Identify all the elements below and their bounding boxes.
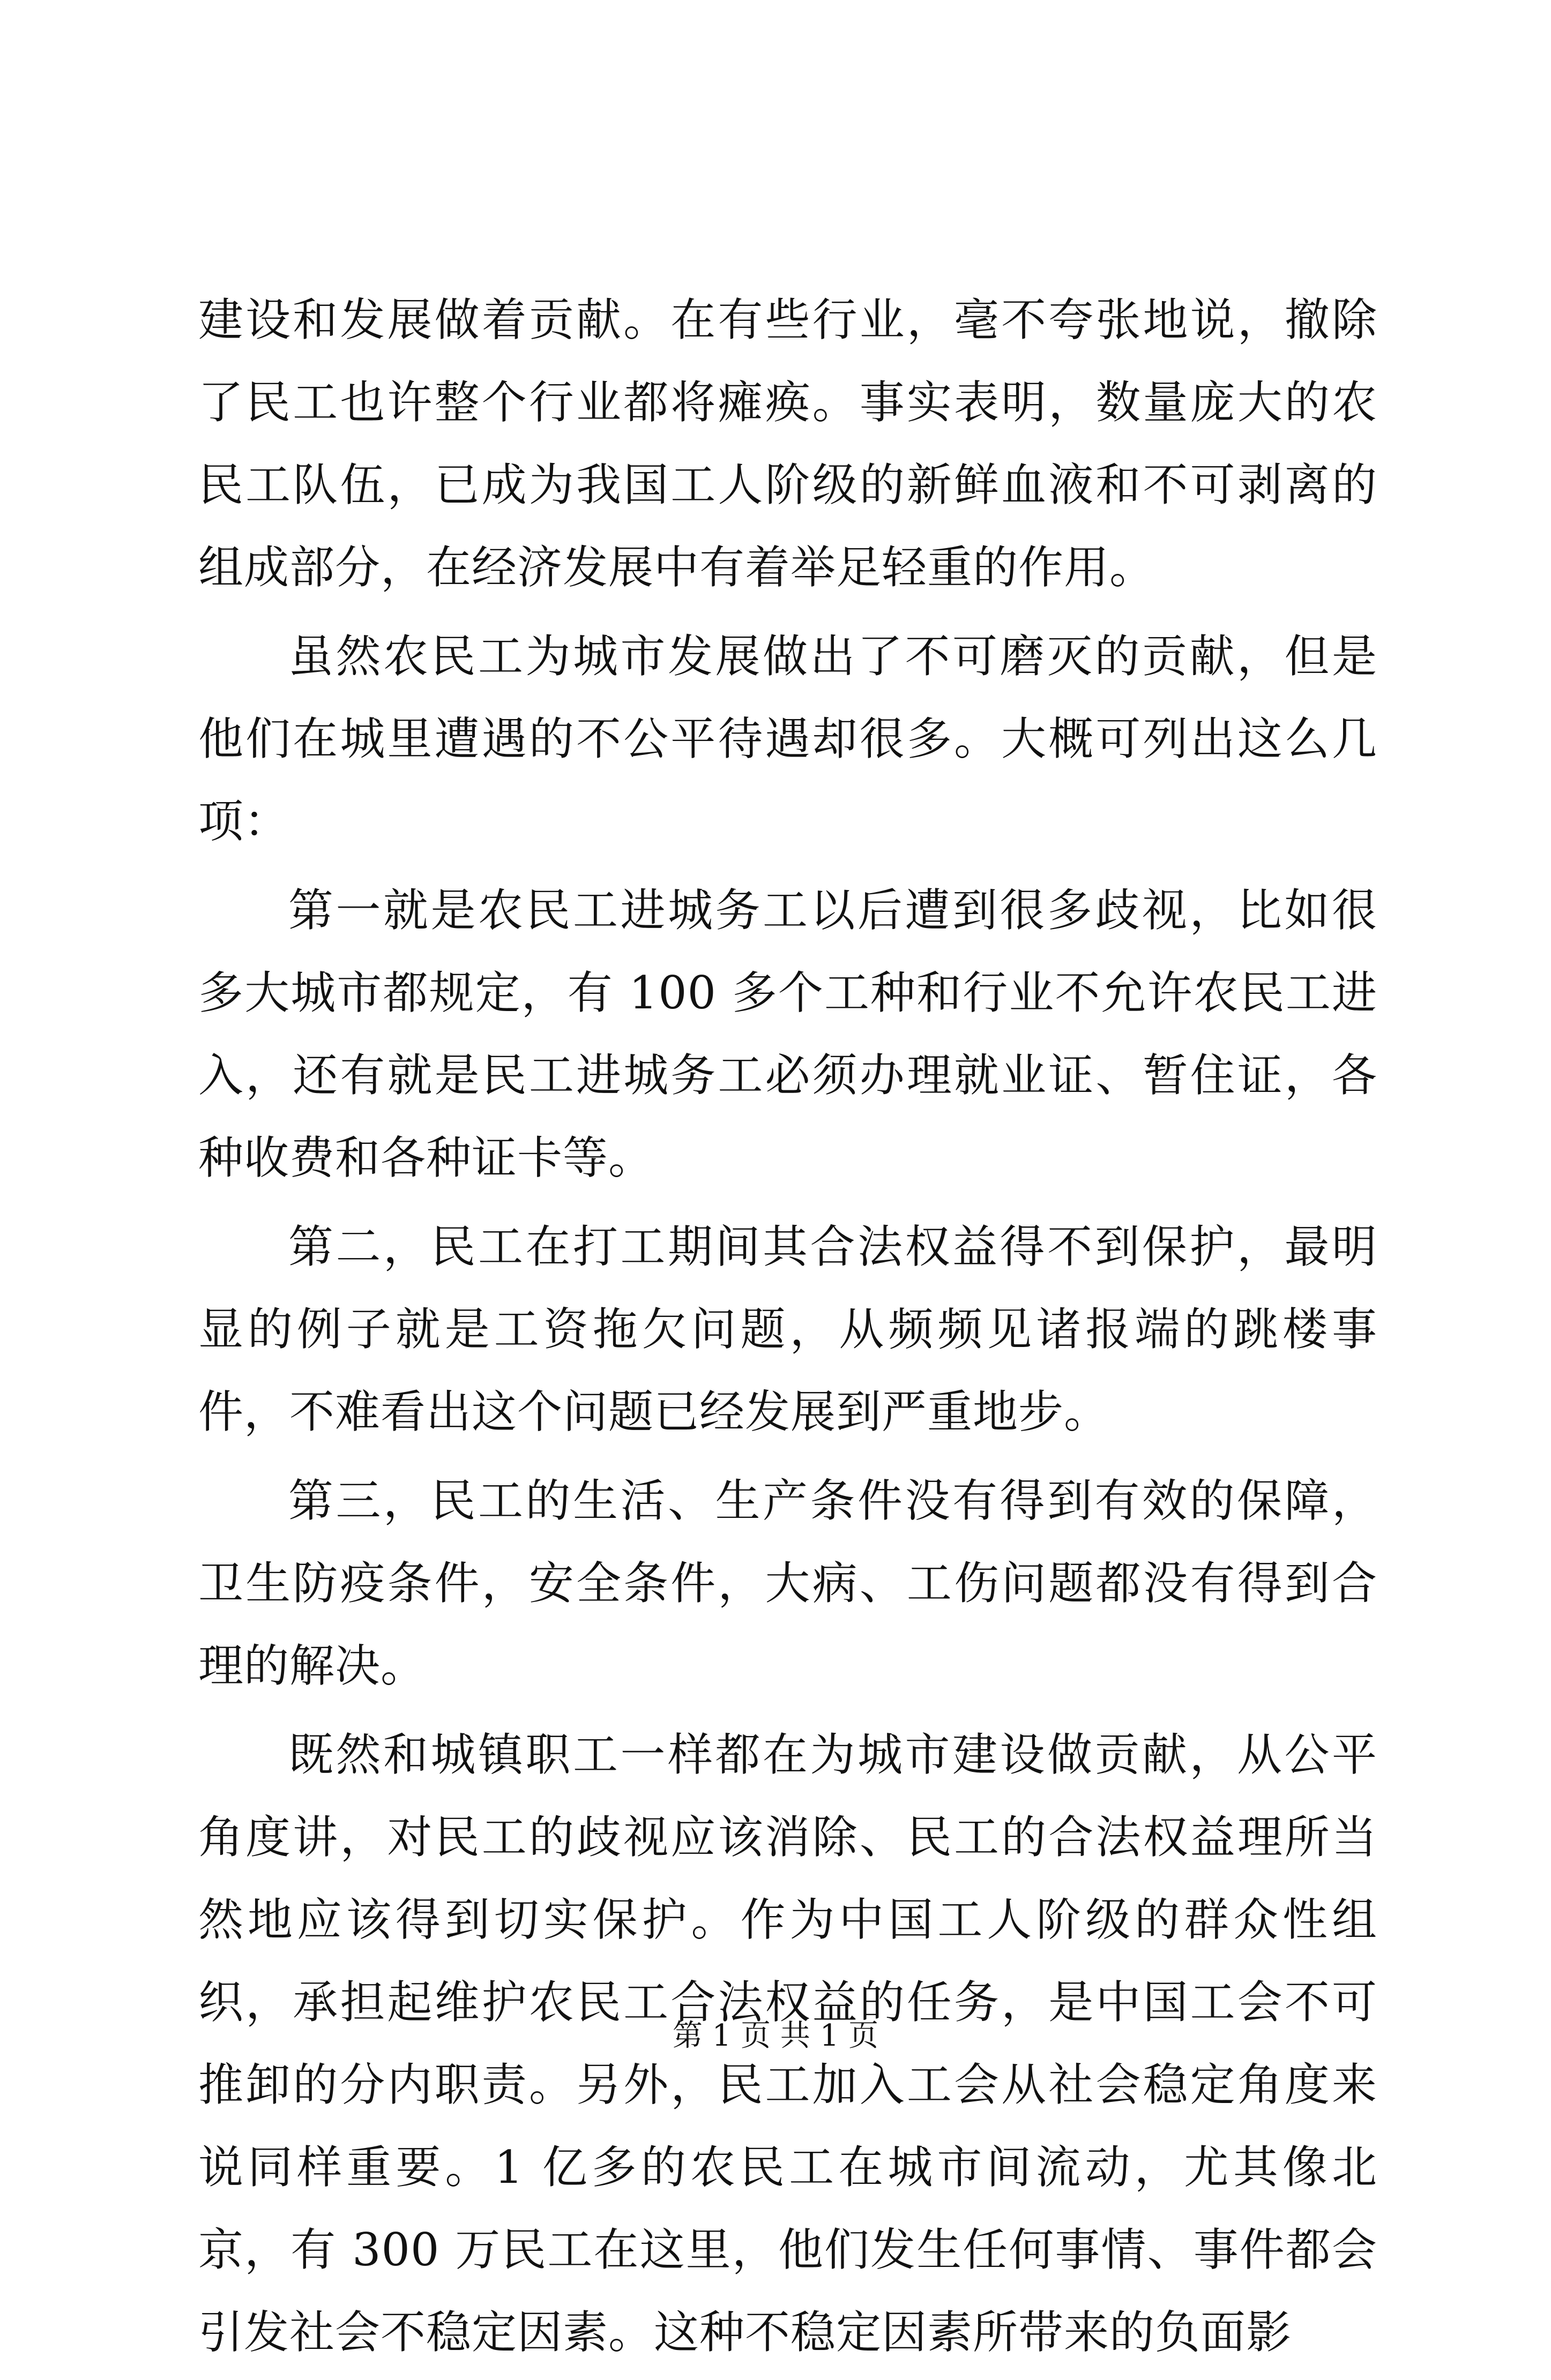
- paragraph-point-two: 第二，民工在打工期间其合法权益得不到保护，最明显的例子就是工资拖欠问题，从频频见诸报端的跳楼事件，不难看出这个问题已经发展到严重地步。: [198, 1221, 1377, 1438]
- page-number: 第 1 页 共 1 页: [672, 2018, 879, 2053]
- paragraph-continuation: 建设和发展做着贡献。在有些行业，毫不夸张地说，撤除了民工也许整个行业都将瘫痪。事实表明，数量庞大的农民工队伍，已成为我国工人阶级的新鲜血液和不可剥离的组成部分，在经济发展中有着举足轻重的作用。: [198, 294, 1377, 594]
- body-text: [198, 279, 1377, 2380]
- paragraph-point-three: 第三，民工的生活、生产条件没有得到有效的保障，卫生防疫条件，安全条件，大病、工伤问题都没有得到合理的解决。: [198, 1475, 1377, 1692]
- paragraph-point-one: 第一就是农民工进城务工以后遭到很多歧视，比如很多大城市都规定，有 100 多个工种和行业不允许农民工进入，还有就是民工进城务工必须办理就业证、暂住证，各种收费和各种证卡等。: [198, 884, 1377, 1184]
- paragraph-unfair-treatment: 虽然农民工为城市发展做出了不可磨灭的贡献，但是他们在城里遭遇的不公平待遇却很多。大概可列出这么几项：: [198, 630, 1377, 848]
- paragraph-conclusion: 既然和城镇职工一样都在为城市建设做贡献，从公平角度讲，对民工的歧视应该消除、民工的合法权益理所当然地应该得到切实保护。作为中国工人阶级的群众性组织，承担起维护农民工合法权益的任务，是中国工会不可推卸的分内职责。另外，民工加入工会从社会稳定角度来说同样重要。1 亿多的农民工在城市间流动，尤其像北京，有 300 万民工在这里，他们发生任何事情、事件都会引发社会不稳定因素。这种不稳定因素所带来的负面影: [198, 1728, 1377, 2359]
